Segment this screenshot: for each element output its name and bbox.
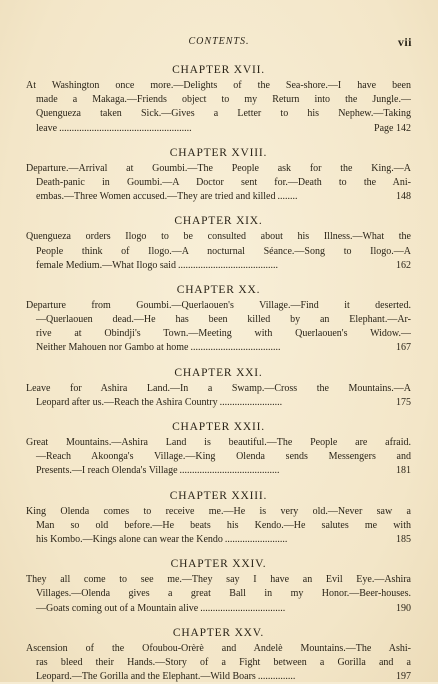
chapter-summary-last-line (26, 464, 411, 478)
chapter-gap (26, 410, 411, 419)
chapter-page-number: 167 (396, 342, 411, 354)
chapter-summary-text: Presents.—I reach Olenda's Village (36, 465, 178, 477)
chapter-entry (26, 62, 411, 145)
leader-dots: .................................. (200, 602, 286, 614)
chapter-heading: CHAPTER XIX. (174, 215, 263, 228)
chapter-page-number: 185 (396, 533, 411, 545)
chapter-summary-line: Quengueza taken Sick.—Gives a Letter to his Nephew.—Taking (36, 108, 411, 120)
chapter-page-number: 162 (396, 259, 411, 271)
chapter-entry (26, 488, 411, 557)
chapter-heading: CHAPTER XXIV. (170, 558, 267, 571)
chapter-summary-line: —Reach Akoonga's Village.—King Olenda sends Messengers and (36, 451, 411, 463)
chapter-gap (26, 479, 411, 488)
chapter-summary-line: Leave for Ashira Land.—In a Swamp.—Cross the Mountains.—A (26, 382, 411, 394)
chapter-summary-line: Great Mountains.—Ashira Land is beautiful.—The People are afraid. (26, 437, 411, 448)
chapter-summary-line: —Querlaouen dead.—He has been killed by an Elephant.—Ar- (36, 314, 411, 326)
leader-dots: .................................... (190, 342, 281, 354)
chapter-summary-line: Villages.—Olenda gives a great Ball in my Honor.—Beer-houses. (36, 588, 411, 600)
chapter-entry (26, 213, 411, 282)
chapter-summary-text: Leopard.—The Gorilla and the Elephant.—Wild Boars (36, 671, 256, 683)
chapter-summary-line: Quengueza orders Ilogo to be consulted about his Illness.—What the (26, 231, 411, 243)
chapter-gap (26, 547, 411, 556)
chapter-summary-line: At Washington once more.—Delights of the Sea-shore.—I have been (26, 80, 411, 91)
chapter-heading: CHAPTER XXI. (174, 366, 263, 379)
chapter-page-number: 148 (396, 191, 411, 203)
leader-dots: ..................................................... (59, 122, 192, 134)
chapter-summary-last-line (26, 190, 411, 204)
chapter-summary-last-line (26, 533, 411, 547)
chapter-page-number: Page 142 (374, 122, 411, 134)
chapter-summary-line: King Olenda comes to receive me.—He is very old.—Never saw a (26, 505, 411, 517)
chapter-summary-line: Departure from Goumbi.—Querlaouen's Village.—Find it deserted. (26, 299, 411, 311)
chapter-summary-line: Ascension of the Ofoubou-Orèrè and Andelè Mountains.—The Ashi- (26, 642, 411, 654)
chapter-gap (26, 616, 411, 625)
chapter-summary-line: rive at Obindji's Town.—Meeting with Querlaouen's Widow.— (36, 328, 411, 340)
leader-dots: ......................... (219, 396, 283, 408)
chapter-page-number: 181 (396, 465, 411, 477)
chapter-summary-text: Neither Mahouen nor Gambo at home (36, 342, 189, 354)
chapter-gap (26, 204, 411, 213)
chapter-heading: CHAPTER XX. (176, 283, 261, 296)
leader-dots: ........ (277, 191, 298, 203)
chapter-summary-text: female Medium.—What Ilogo said (36, 259, 176, 271)
table-of-contents (26, 62, 411, 684)
chapter-summary-last-line (26, 396, 411, 410)
leader-dots: ............... (257, 671, 296, 683)
chapter-summary-last-line (26, 602, 411, 616)
leader-dots: ........................................ (179, 465, 280, 477)
chapter-summary-text: —Goats coming out of a Mountain alive (36, 602, 199, 614)
page-number: vii (397, 35, 412, 49)
chapter-page-number: 197 (396, 671, 411, 683)
chapter-summary-last-line (26, 122, 411, 136)
chapter-heading: CHAPTER XXV. (172, 626, 265, 639)
chapter-gap (26, 273, 411, 282)
chapter-summary-line: Man so old before.—He beats his Kendo.—He salutes me with (36, 519, 411, 531)
leader-dots: ........................................ (177, 259, 278, 271)
chapter-summary-line: They all come to see me.—They say I have an Evil Eye.—Ashira (26, 574, 411, 586)
chapter-summary-line: Departure.—Arrival at Goumbi.—The People ask for the King.—A (26, 162, 411, 174)
chapter-entry (26, 419, 411, 488)
chapter-entry (26, 365, 411, 419)
chapter-heading: CHAPTER XVII. (172, 64, 265, 76)
page-header (0, 36, 438, 52)
chapter-summary-text: leave (36, 122, 58, 134)
chapter-summary-line: Death-panic in Goumbi.—A Doctor sent for.—Death to the Ani- (36, 176, 411, 188)
running-title: CONTENTS. (188, 36, 250, 47)
chapter-heading: CHAPTER XVIII. (169, 146, 268, 159)
chapter-summary-last-line (26, 341, 411, 355)
chapter-summary-line: ras bleed their Hands.—Story of a Fight between a Gorilla and a (36, 656, 411, 668)
chapter-page-number: 175 (396, 396, 411, 408)
chapter-page-number: 190 (396, 602, 411, 614)
chapter-summary-text: Leopard after us.—Reach the Ashira Country (36, 396, 218, 408)
chapter-heading: CHAPTER XXII. (172, 421, 265, 433)
chapter-entry (26, 625, 411, 684)
chapter-summary-last-line (26, 259, 411, 273)
chapter-summary-line: People think of Ilogo.—A nocturnal Séance.—Song to Ilogo.—A (36, 245, 411, 257)
chapter-entry (26, 282, 411, 365)
chapter-summary-line: made a Makaga.—Friends object to my Return into the Jungle.— (36, 94, 411, 106)
chapter-gap (26, 136, 411, 145)
chapter-gap (26, 356, 411, 365)
chapter-entry (26, 145, 411, 214)
leader-dots: ......................... (224, 533, 288, 545)
chapter-entry (26, 556, 411, 625)
chapter-heading: CHAPTER XXIII. (169, 489, 268, 502)
chapter-summary-text: his Kombo.—Kings alone can wear the Kendo (36, 533, 223, 545)
chapter-summary-text: embas.—Three Women accused.—They are tried and killed (36, 191, 276, 203)
